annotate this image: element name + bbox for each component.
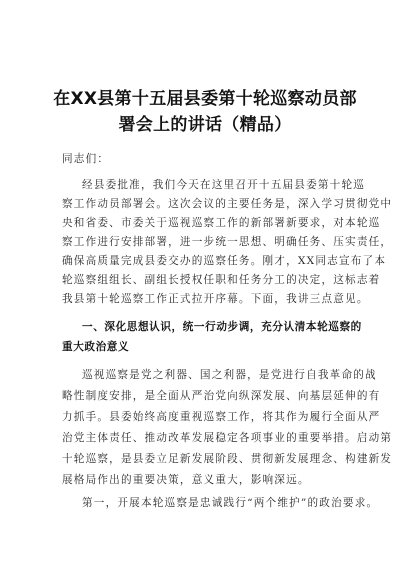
paragraph-line: 力抓手。县委始终高度重视巡察工作，将其作为履行全面从严 <box>62 411 381 423</box>
paragraph-line: 我县第十轮巡察工作正式拉开序幕。下面，我讲三点意见。 <box>62 293 369 305</box>
greeting: 同志们： <box>62 153 110 165</box>
section-heading-line-2: 重大政治意义 <box>62 341 130 353</box>
paragraph-line: 察工作动员部署会。这次会议的主要任务是，深入学习贯彻党中 <box>62 198 393 210</box>
document-title-line-2: 署会上的讲话（精品） <box>118 115 292 135</box>
paragraph-line: 确保高质量完成县委交办的巡察任务。刚才，XX同志宣布了本 <box>62 255 387 267</box>
paragraph-line: 察工作进行安排部署，进一步统一思想、明确任务、压实责任， <box>62 236 393 248</box>
paragraph-line: 治党主体责任、推动改革发展稳定各项事业的重要举措。启动第 <box>62 432 393 444</box>
paragraph-line: 巡视巡察是党之利器、国之利器，是党进行自我革命的战 <box>82 369 377 381</box>
paragraph-line: 第一，开展本轮巡察是忠诚践行“两个维护”的政治要求。 <box>82 497 379 509</box>
paragraph-line: 轮巡察组组长、副组长授权任职和任务分工的决定，这标志着 <box>62 274 381 286</box>
document-title-line-1: 在XX县第十五届县委第十轮巡察动员部 <box>53 89 357 109</box>
section-heading-line-1: 一、深化思想认识，统一行动步调，充分认清本轮巡察的 <box>82 321 362 333</box>
paragraph-line: 经县委批准，我们今天在这里召开十五届县委第十轮巡 <box>82 179 366 191</box>
paragraph-line: 央和省委、市委关于巡视巡察工作的新部署新要求，对本轮巡 <box>62 217 381 229</box>
paragraph-line: 十轮巡察，是县委立足新发展阶段、贯彻新发展理念、构建新发 <box>62 453 393 465</box>
paragraph-line: 展格局作出的重要决策，意义重大，影响深远。 <box>62 474 310 486</box>
paragraph-line: 略性制度安排，是全面从严治党向纵深发展、向基层延伸的有 <box>62 390 381 402</box>
